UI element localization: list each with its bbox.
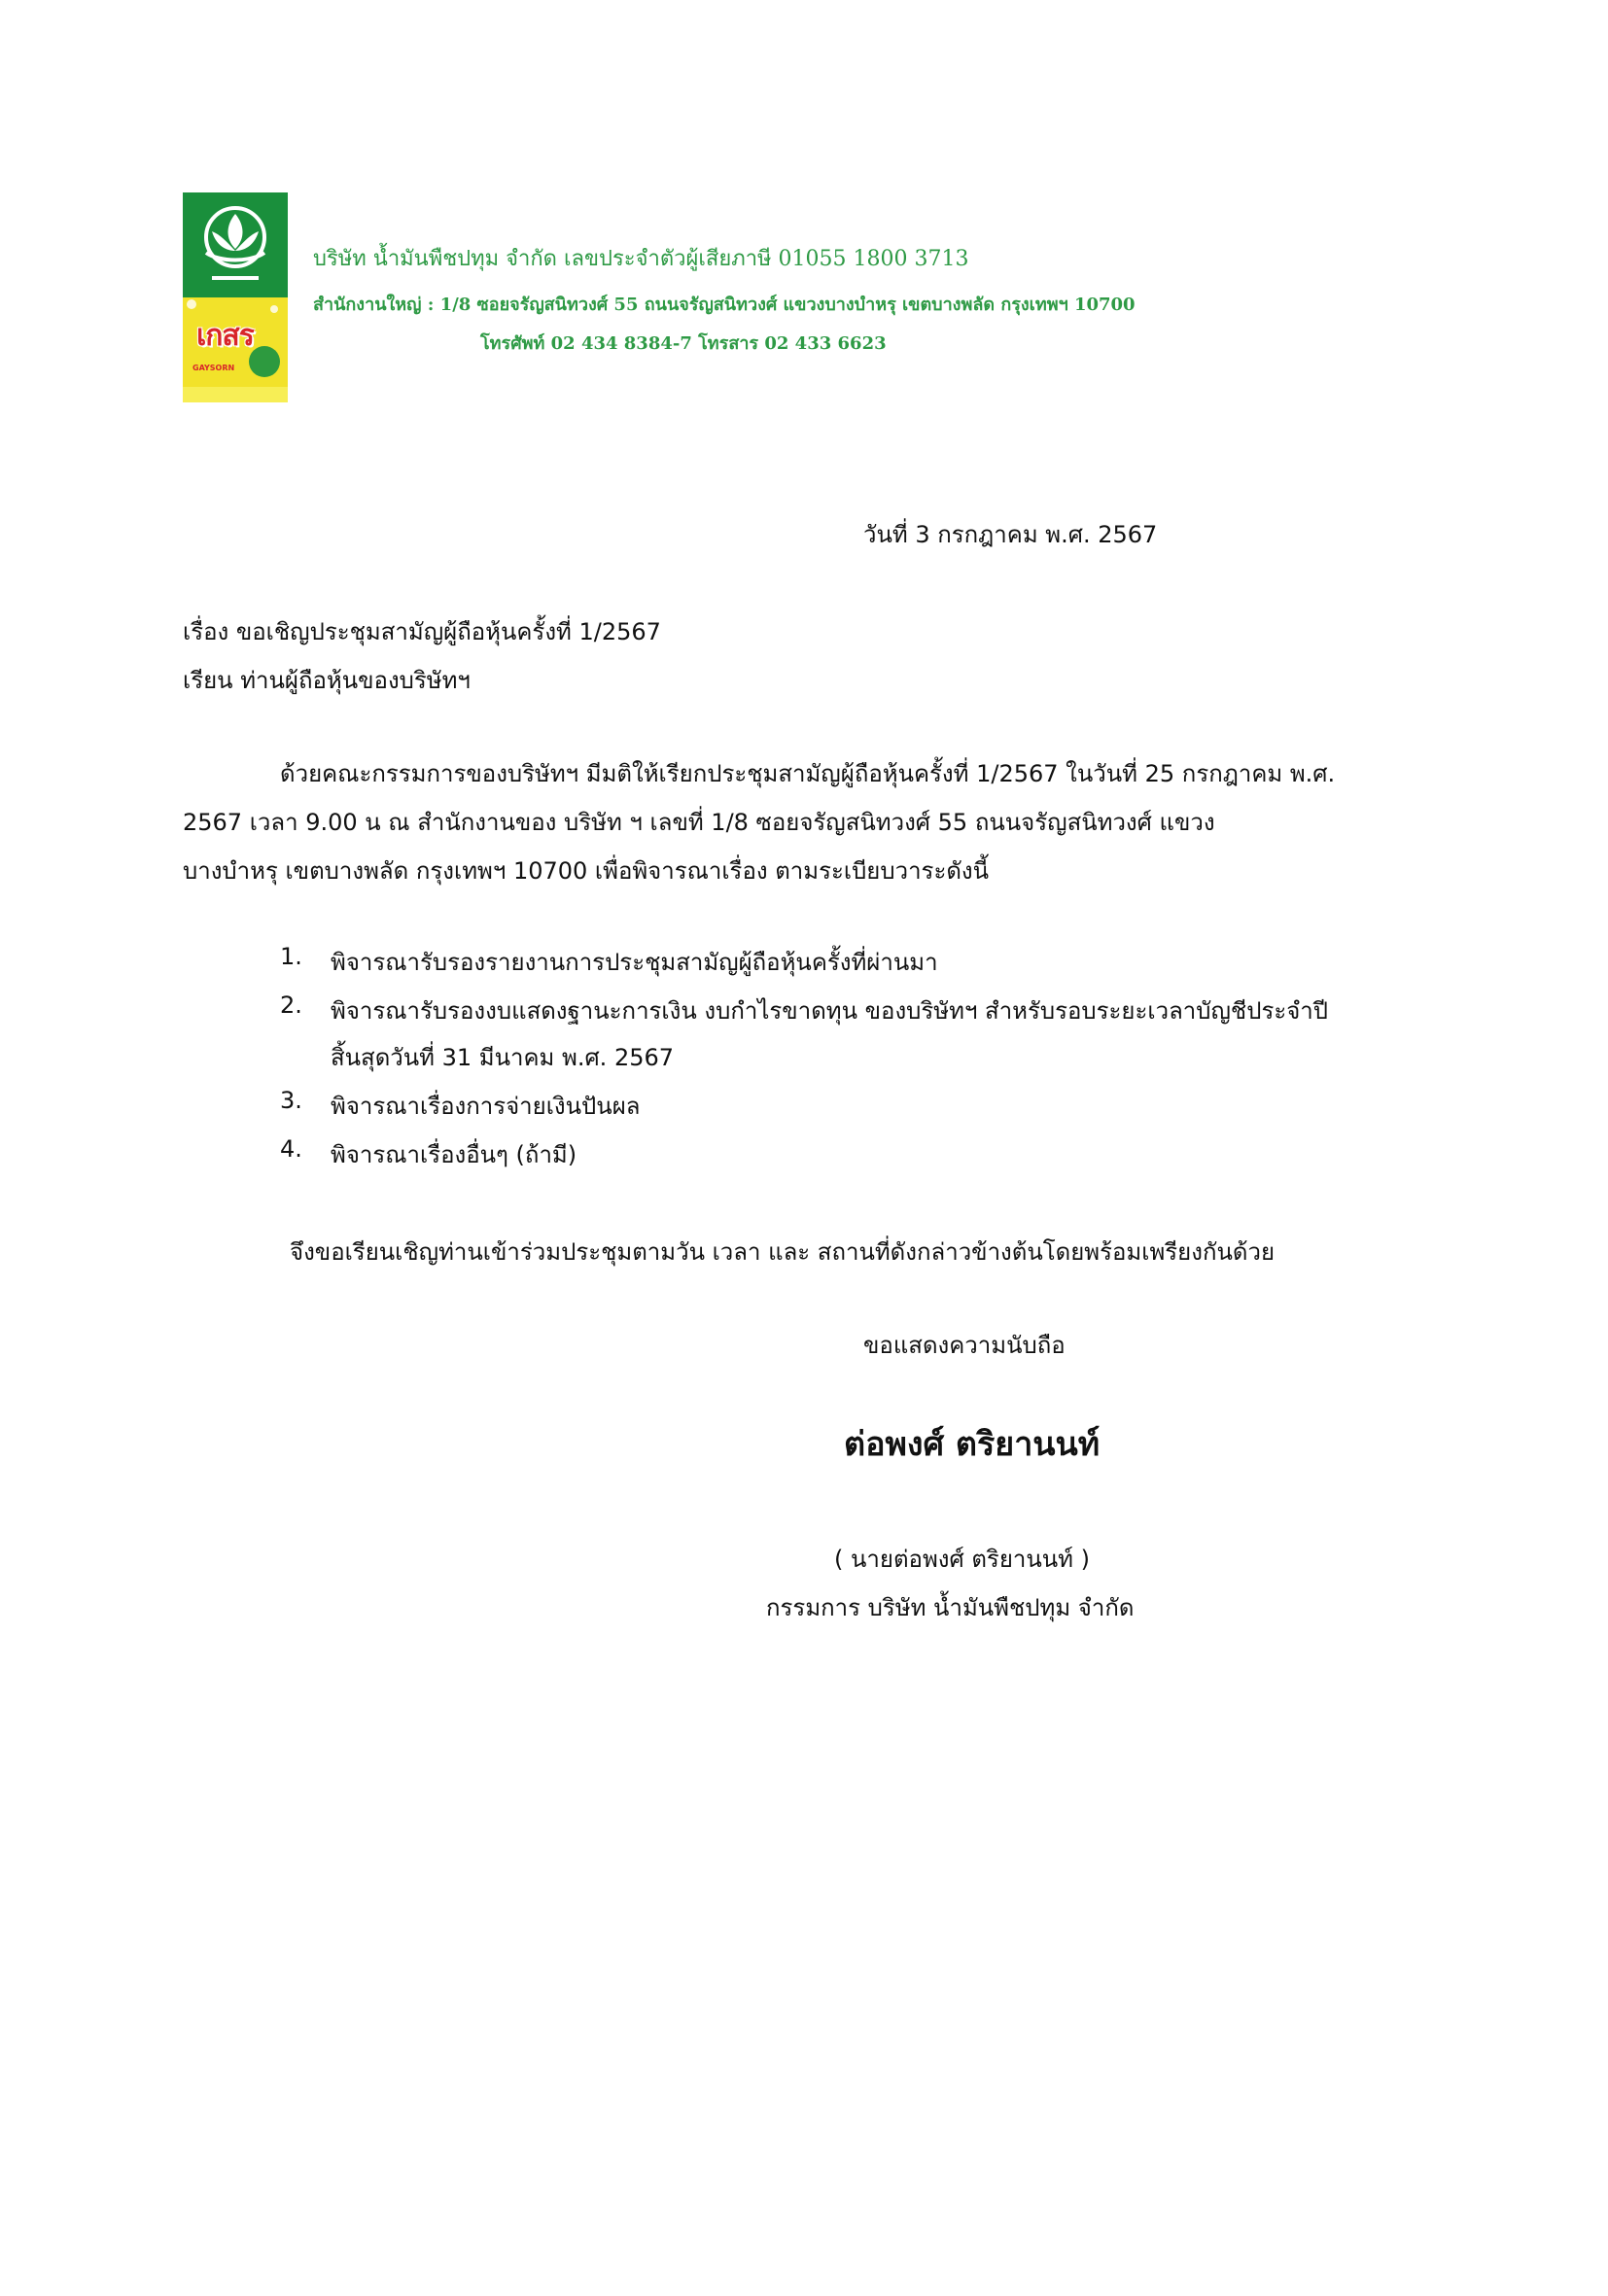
signer-title: กรรมการ บริษัท น้ำมันพืชปทุม จำกัด	[766, 1594, 1135, 1621]
agenda-number: 3.	[280, 1087, 302, 1114]
letter-subject: เรื่อง ขอเชิญประชุมสามัญผู้ถือหุ้นครั้งที่ 1/2567	[183, 618, 661, 645]
regards-line: ขอแสดงความนับถือ	[863, 1332, 1066, 1359]
paragraph-line: ด้วยคณะกรรมการของบริษัทฯ มีมติให้เรียกประชุมสามัญผู้ถือหุ้นครั้งที่ 1/2567 ในวันที่ 25 กรกฎาคม พ.ศ.	[280, 760, 1336, 787]
lotus-logo-icon	[183, 192, 288, 297]
agenda-text: พิจารณาเรื่องการจ่ายเงินปันผล	[331, 1093, 641, 1120]
address-line: สำนักงานใหญ่ : 1/8 ซอยจรัญสนิทวงศ์ 55 ถนนจรัญสนิทวงศ์ แขวงบางบำหรุ เขตบางพลัด กรุงเทพฯ 10700	[313, 295, 1136, 315]
agenda-number: 2.	[280, 991, 302, 1019]
seal-icon	[249, 346, 280, 377]
brand-text: เกสร	[196, 319, 254, 353]
agenda-text: พิจารณารับรองงบแสดงฐานะการเงิน งบกำไรขาดทุน ของบริษัทฯ สำหรับรอบระยะเวลาบัญชีประจำปี	[331, 997, 1329, 1025]
agenda-text: พิจารณารับรองรายงานการประชุมสามัญผู้ถือหุ้นครั้งที่ผ่านมา	[331, 949, 938, 976]
letter-salutation: เรียน ท่านผู้ถือหุ้นของบริษัทฯ	[183, 667, 471, 694]
company-line: บริษัท น้ำมันพืชปทุม จำกัด เลขประจำตัวผู้เสียภาษี 01055 1800 3713	[313, 247, 969, 271]
paragraph-line: บางบำหรุ เขตบางพลัด กรุงเทพฯ 10700 เพื่อพิจารณาเรื่อง ตามระเบียบวาระดังนี้	[183, 857, 990, 885]
signer-name: ( นายต่อพงศ์ ตริยานนท์ )	[834, 1546, 1090, 1573]
company-logo	[183, 192, 288, 402]
paragraph-line: 2567 เวลา 9.00 น ณ สำนักงานของ บริษัท ฯ เลขที่ 1/8 ซอยจรัญสนิทวงศ์ 55 ถนนจรัญสนิทวงศ์ แขวง	[183, 809, 1215, 836]
agenda-text: พิจารณาเรื่องอื่นๆ (ถ้ามี)	[331, 1141, 577, 1168]
signature: ต่อพงศ์ ตริยานนท์	[844, 1425, 1101, 1464]
agenda-number: 4.	[280, 1135, 302, 1163]
closing-line: จึงขอเรียนเชิญท่านเข้าร่วมประชุมตามวัน เวลา และ สถานที่ดังกล่าวข้างต้นโดยพร้อมเพรียงกันด้วย	[290, 1238, 1276, 1266]
brand-sub: GAYSORN	[192, 364, 235, 372]
gaysorn-product-label	[183, 297, 288, 402]
agenda-text-continued: สิ้นสุดวันที่ 31 มีนาคม พ.ศ. 2567	[331, 1044, 675, 1071]
phone-line: โทรศัพท์ 02 434 8384-7 โทรสาร 02 433 6623	[480, 333, 887, 354]
agenda-number: 1.	[280, 943, 302, 970]
letter-date: วันที่ 3 กรกฎาคม พ.ศ. 2567	[863, 521, 1158, 548]
